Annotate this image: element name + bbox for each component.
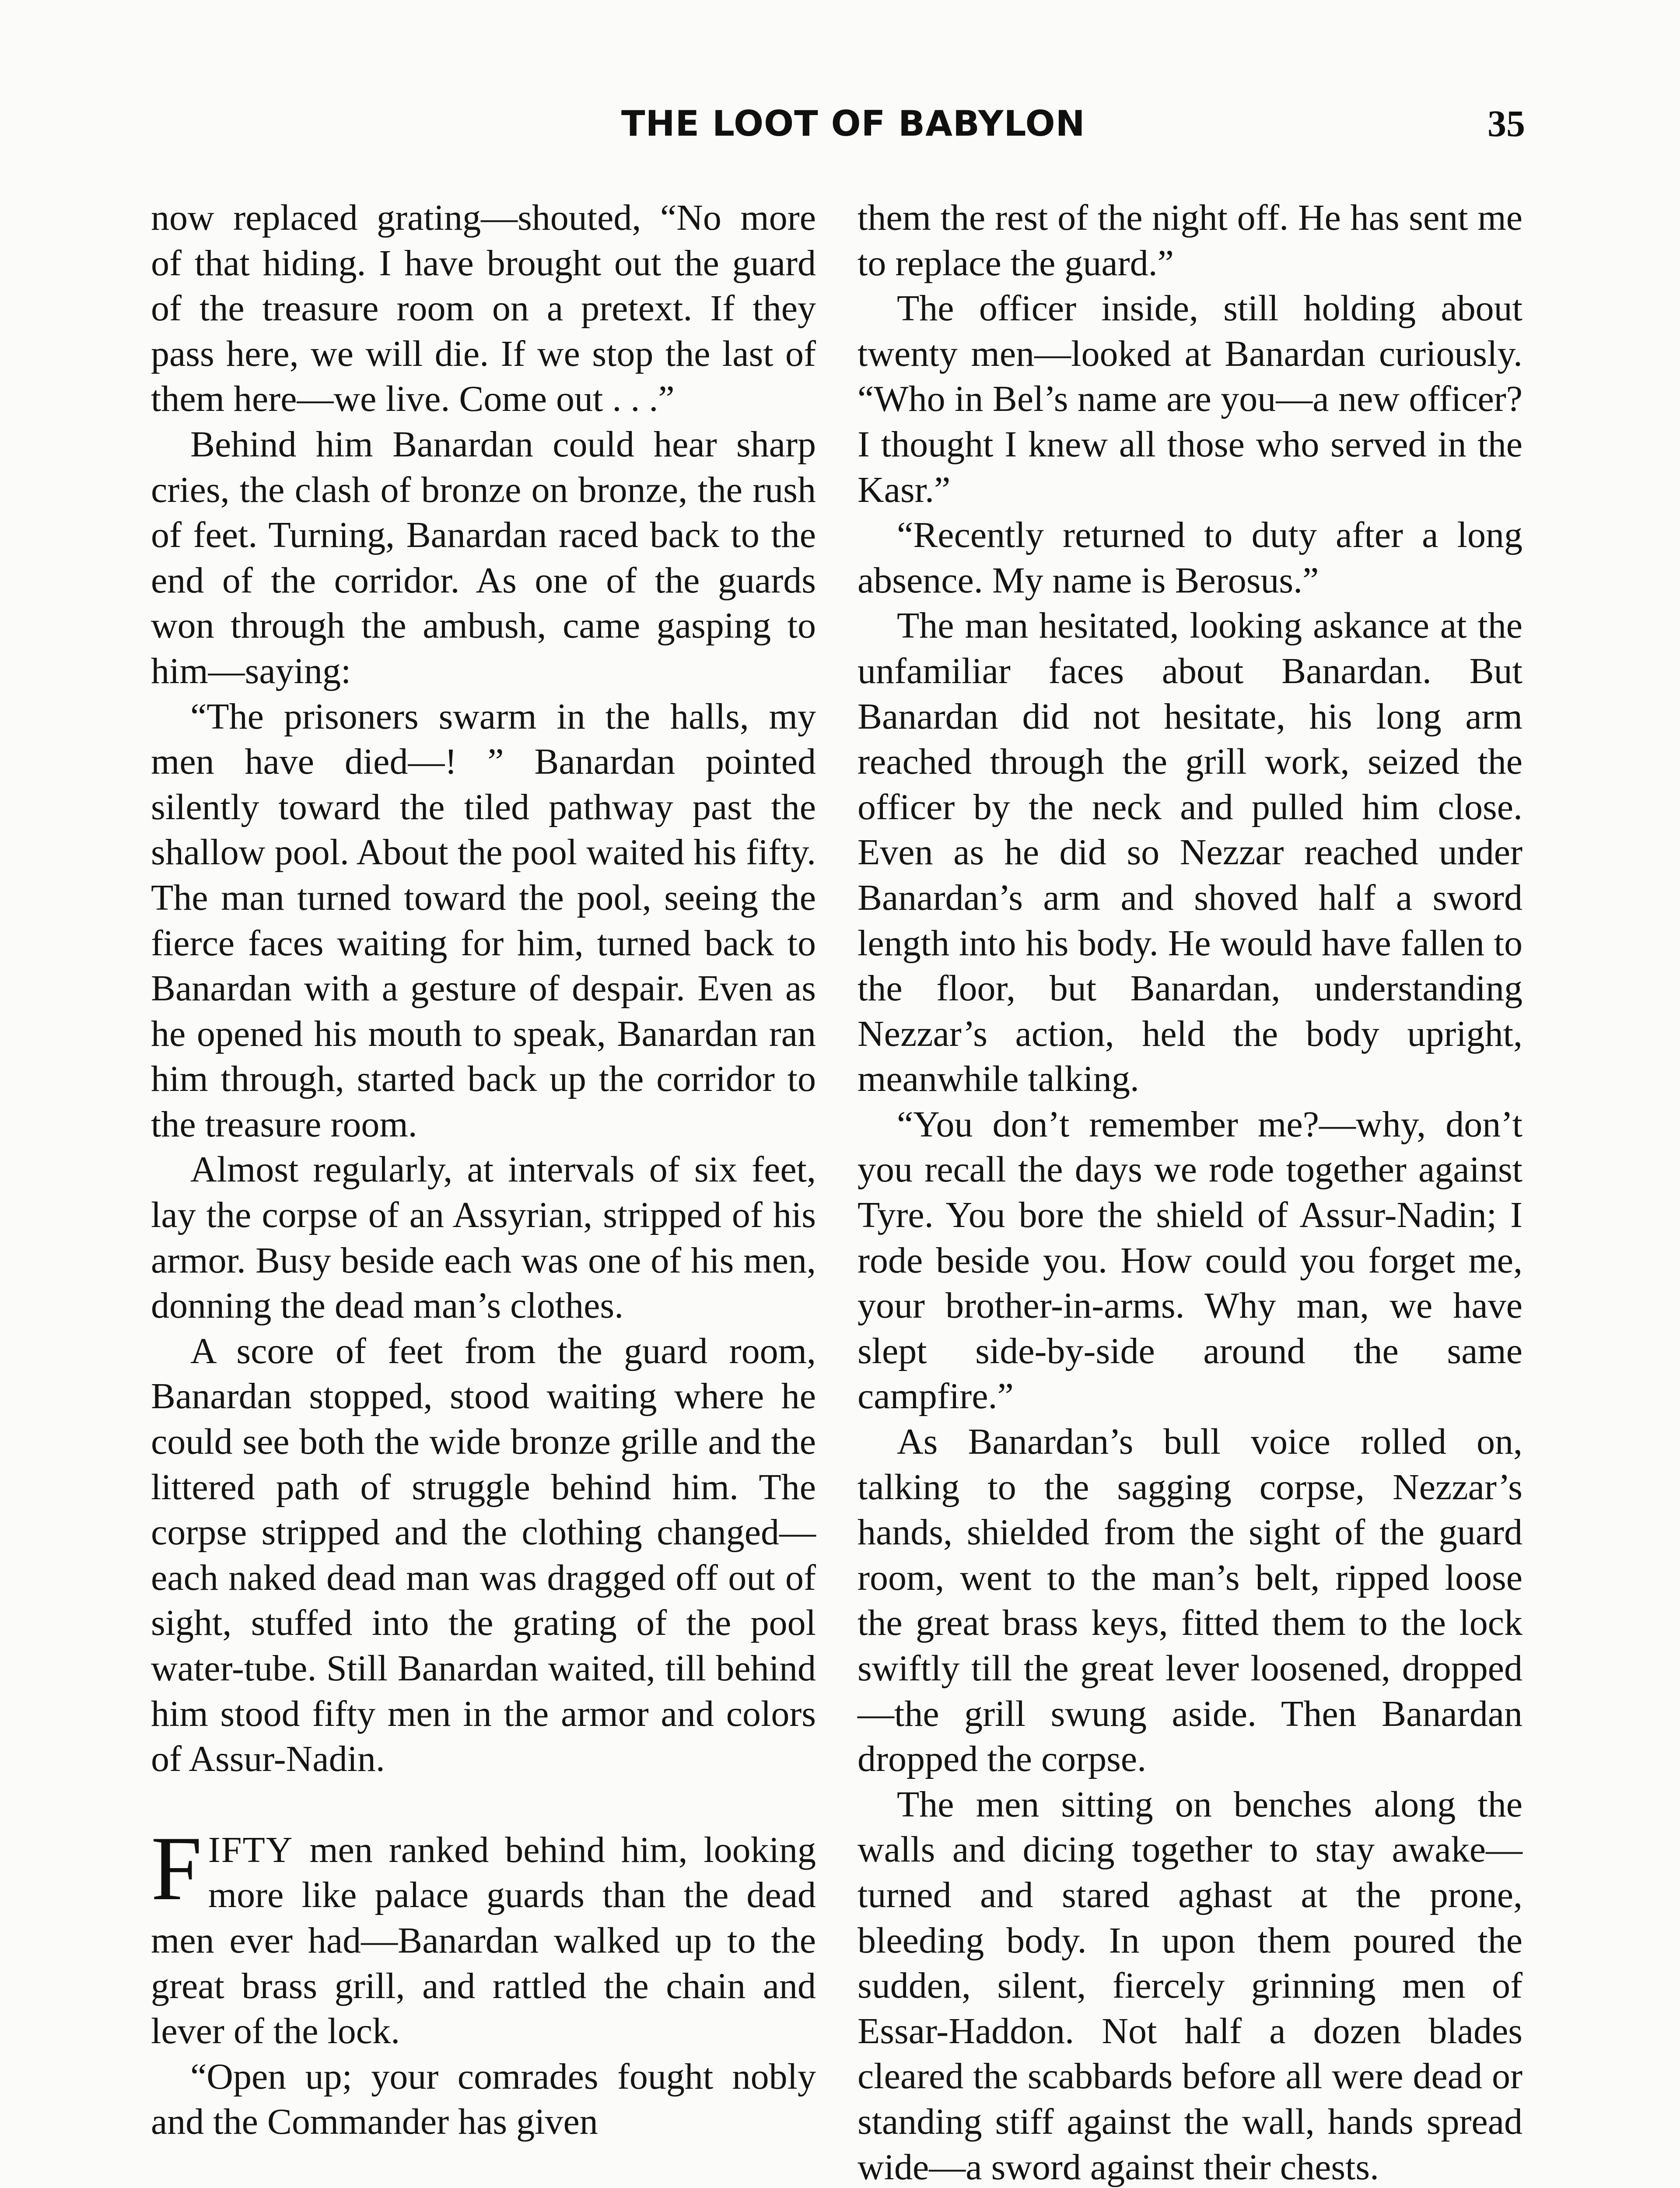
paragraph: Behind him Banardan could hear sharp cries, the clash of bronze on bronze, the rush of feet. Turning, Banardan raced back to the end of the corridor. As one of the guards won through the ambush, came gasping to him—saying: <box>151 424 816 691</box>
section-opening-paragraph <box>151 1817 816 2054</box>
paragraph: “Recently returned to duty after a long absence. My name is Berosus.” <box>858 515 1522 601</box>
right-column <box>858 195 1522 2188</box>
paragraph: A score of feet from the guard room, Banardan stopped, stood waiting where he could see both the wide bronze grille and the littered path of struggle behind him. The corpse stripped and the clothing changed—each naked dead man was dragged off out of sight, stuffed into the grating of the pool water-tube. Still Banardan waited, till behind him stood fifty men in the armor and colors of Assur-Nadin. <box>151 1330 816 1780</box>
paragraph: The man hesitated, looking askance at the unfamiliar faces about Banardan. But Banardan did not hesitate, his long arm reached through the grill work, seized the officer by the neck and pulled him close. Even as he did so Nezzar reached under Banardan’s arm and shoved half a sword length into his body. He would have fallen to the floor, but Banardan, understanding Nezzar’s action, held the body upright, meanwhile talking. <box>858 605 1522 1100</box>
page-number: 35 <box>1488 102 1525 144</box>
paragraph: The officer inside, still holding about twenty men—looked at Banardan curiously. “Who in Bel’s name are you—a new officer? I thought I knew all those who served in the Kasr.” <box>858 288 1522 510</box>
paragraph: “You don’t remember me?—why, don’t you recall the days we rode together against Tyre. You bore the shield of Assur-Nadin; I rode beside you. How could you forget me, your brother-in-arms. Why man, we have slept side-by-side around the same campfire.” <box>858 1104 1522 1417</box>
paragraph: “The prisoners swarm in the halls, my men have died—! ” Banardan pointed silently toward the tiled pathway past the shallow pool. About the pool waited his fifty. The man turned toward the pool, seeing the fierce faces waiting for him, turned back to Banardan with a gesture of despair. Even as he opened his mouth to speak, Banardan ran him through, started back up the corridor to the treasure room. <box>151 696 816 1145</box>
section-text: men ranked behind him, looking more like palace guards than the dead men ever had—Banardan walked up to the great brass grill, and rattled the chain and lever of the lock. <box>151 1829 816 2052</box>
paragraph: Almost regularly, at intervals of six feet, lay the corpse of an Assyrian, stripped of his armor. Busy beside each was one of his men, donning the dead man’s clothes. <box>151 1149 816 1326</box>
paragraph: The men sitting on benches along the walls and dicing together to stay awake—turned and stared aghast at the prone, bleeding body. In upon them poured the sudden, silent, fiercely grinning men of Essar-Haddon. Not half a dozen blades cleared the scabbards before all were dead or standing stiff against the wall, hands spread wide—a sword against their chests. <box>858 1784 1522 2188</box>
small-caps-word: IFTY <box>208 1829 294 1870</box>
left-column <box>151 195 816 2145</box>
paragraph: now replaced grating—shouted, “No more of that hiding. I have brought out the guard of the treasure room on a pretext. If they pass here, we will die. If we stop the last of them here—we live. Come out . . .” <box>151 197 816 420</box>
paragraph: them the rest of the night off. He has sent me to replace the guard.” <box>858 197 1522 284</box>
drop-cap-letter: F <box>151 1817 202 1919</box>
paragraph: As Banardan’s bull voice rolled on, talking to the sagging corpse, Nezzar’s hands, shielded from the sight of the guard room, went to the man’s belt, ripped loose the great brass keys, fitted them to the lock swiftly till the great lever loosened, dropped—the grill swung aside. Then Banardan dropped the corpse. <box>858 1421 1522 1780</box>
running-head-title: THE LOOT OF BABYLON <box>621 103 1085 144</box>
paragraph: “Open up; your comrades fought nobly and the Commander has given <box>151 2056 816 2142</box>
